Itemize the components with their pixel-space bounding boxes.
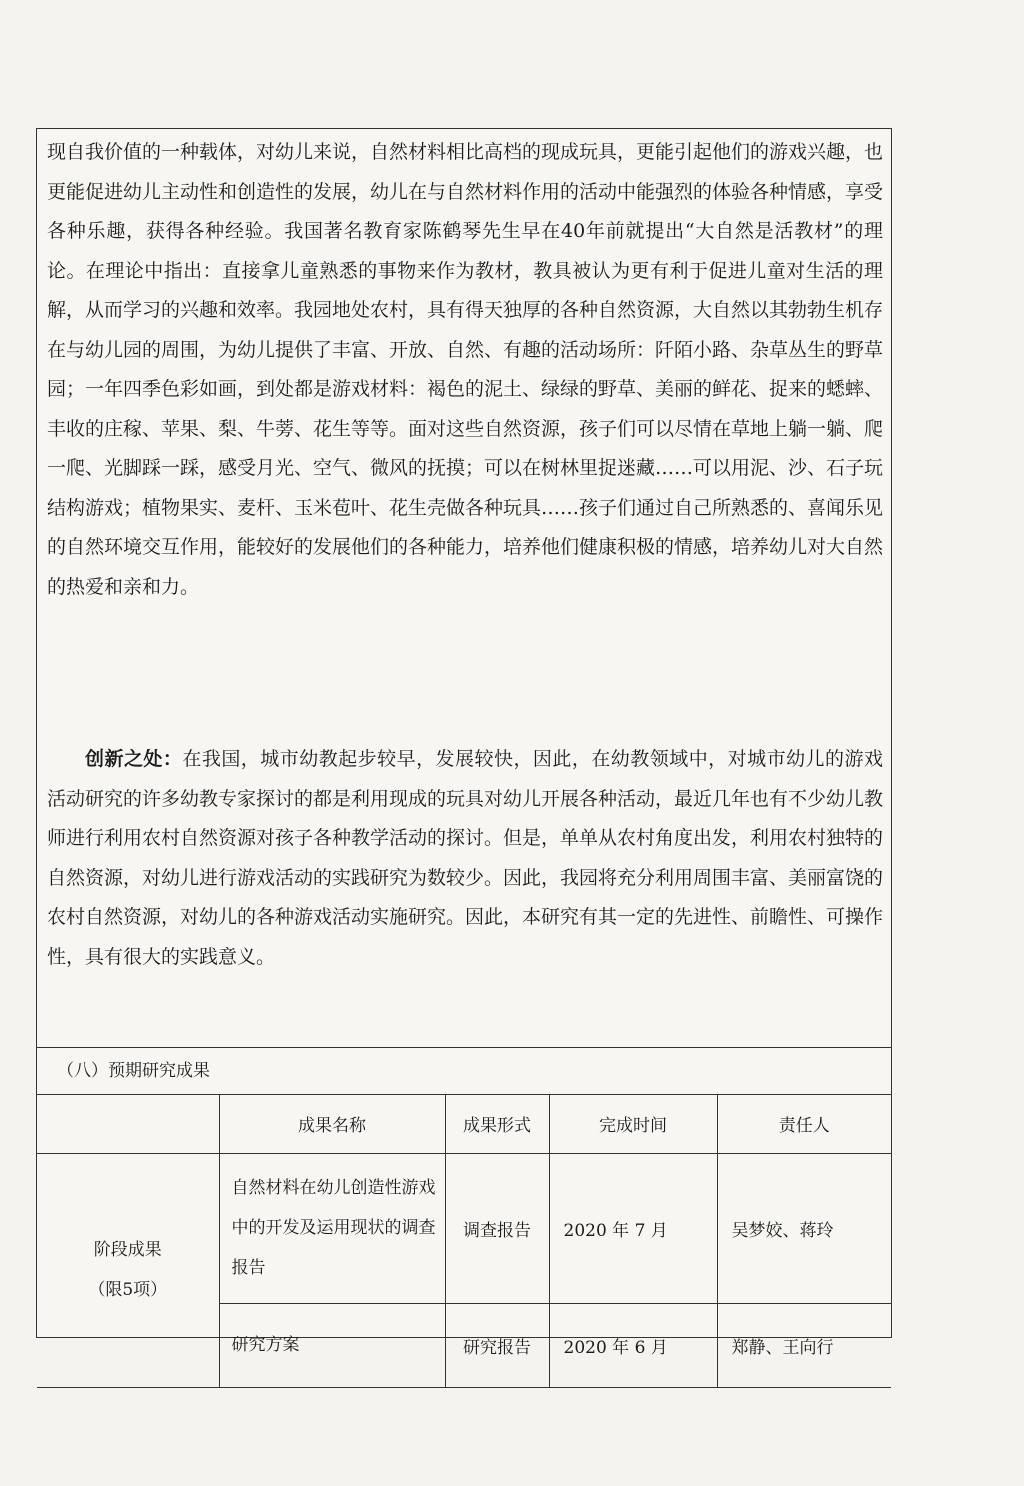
- result-form-cell: 研究报告: [445, 1303, 549, 1387]
- completion-time-cell: 2020 年 7 月: [549, 1153, 717, 1303]
- header-result-name: 成果名称: [219, 1095, 445, 1153]
- stage-label: 阶段成果: [93, 1240, 162, 1260]
- application-form-page: [36, 128, 892, 1358]
- innovation-lead: 创新之处：: [85, 748, 183, 770]
- completion-time-cell: 2020 年 6 月: [549, 1303, 717, 1387]
- result-form-cell: 调查报告: [445, 1153, 549, 1303]
- research-background-text: [47, 133, 883, 607]
- header-completion-time: 完成时间: [549, 1095, 717, 1153]
- table-header-row: [37, 1095, 891, 1153]
- body-paragraph: 现自我价值的一种载体，对幼儿来说，自然材料相比高档的现成玩具，更能引起他们的游戏兴趣，也更能促进幼儿主动性和创造性的发展，幼儿在与自然材料作用的活动中能强烈的体验各种情感，享受各种乐趣，获得各种经验。我国著名教育家陈鹤琴先生早在40年前就提出“大自然是活教材”的理论。在理论中指出：直接拿儿童熟悉的事物来作为教材，教具被认为更有利于促进儿童对生活的理解，从而学习的兴趣和效率。我园地处农村，具有得天独厚的各种自然资源，大自然以其勃勃生机存在与幼儿园的周围，为幼儿提供了丰富、开放、自然、有趣的活动场所：阡陌小路、杂草丛生的野草园；一年四季色彩如画，到处都是游戏材料：褐色的泥土、绿绿的野草、美丽的鲜花、捉来的蟋蟀、丰收的庄稼、苹果、梨、牛蒡、花生等等。面对这些自然资源，孩子们可以尽情在草地上躺一躺、爬一爬、光脚踩一踩，感受月光、空气、微风的抚摸；可以在树林里捉迷藏……可以用泥、沙、石子玩结构游戏；植物果实、麦杆、玉米苞叶、花生壳做各种玩具……孩子们通过自己所熟悉的、喜闻乐见的自然环境交互作用，能较好的发展他们的各种能力，培养他们健康积极的情感，培养幼儿对大自然的热爱和亲和力。: [47, 141, 884, 598]
- owner-cell: 吴梦姣、蒋玲: [717, 1153, 891, 1303]
- table-row: [37, 1153, 891, 1303]
- innovation-text: 在我国，城市幼教起步较早，发展较快，因此，在幼教领域中，对城市幼儿的游戏活动研究的许多幼教专家探讨的都是利用现成的玩具对幼儿开展各种活动，最近几年也有不少幼儿教师进行利用农村自然资源对孩子各种教学活动的探讨。但是，单单从农村角度出发，利用农村独特的自然资源，对幼儿进行游戏活动的实践研究为数较少。因此，我园将充分利用周围丰富、美丽富饶的农村自然资源，对幼儿的各种游戏活动实施研究。因此，本研究有其一定的先进性、前瞻性、可操作性，具有很大的实践意义。: [47, 748, 884, 968]
- result-name-cell: 自然材料在幼儿创造性游戏中的开发及运用现状的调查报告: [219, 1153, 445, 1303]
- stage-label-cell: [37, 1153, 219, 1387]
- section-title: （八）预期研究成果: [37, 1047, 891, 1095]
- result-name-cell: 研究方案: [219, 1303, 445, 1387]
- stage-limit: （限5项）: [88, 1280, 168, 1300]
- header-result-form: 成果形式: [445, 1095, 549, 1153]
- innovation-section: [47, 740, 883, 977]
- expected-results-table: [37, 1095, 891, 1388]
- header-owner: 责任人: [717, 1095, 891, 1153]
- innovation-paragraph: [47, 740, 883, 977]
- owner-cell: 郑静、王向行: [717, 1303, 891, 1387]
- header-blank: [37, 1095, 219, 1153]
